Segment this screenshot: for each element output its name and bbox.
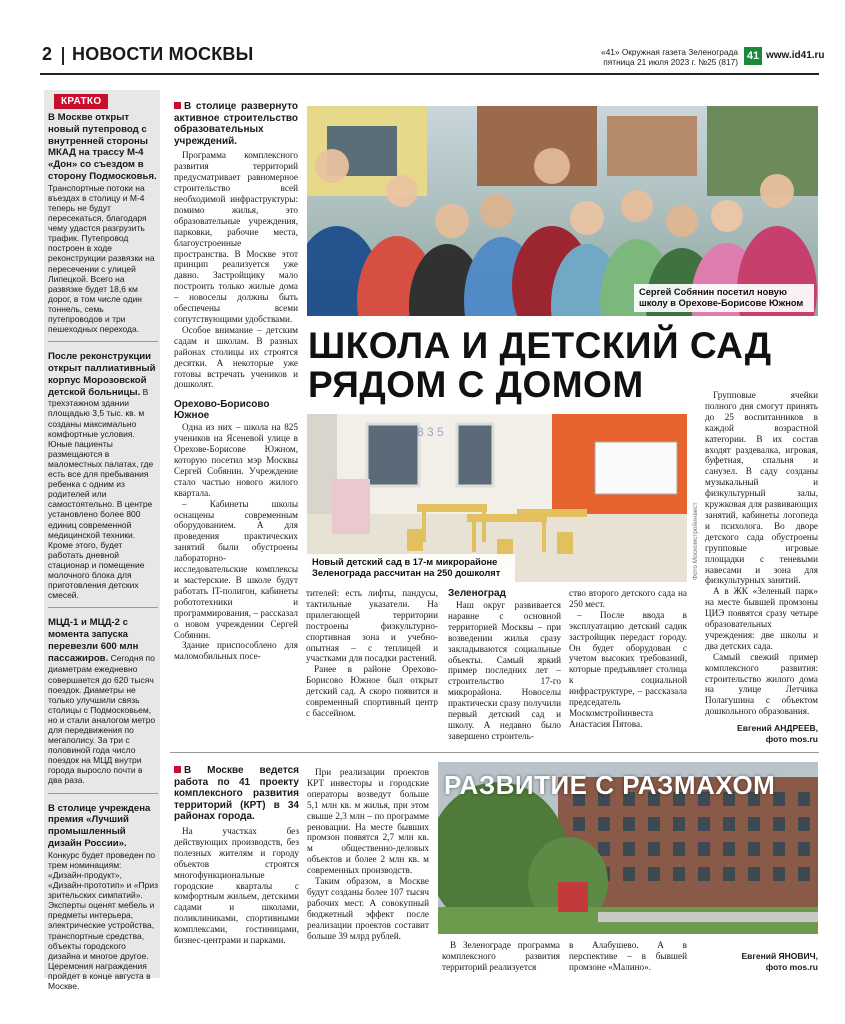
brief-text: Конкурс будет проведен по трем номинациям: «Дизайн-продукт», «Дизайн-прототип» и «Приз зрительских симпатий». Эксперты оценят мебель и предметы интерьера, электрические устройства, транспортные средства, объекты городского дизайна и многое другое. Церемония награждения пройдет в конце августа в Москве. xyxy=(48,849,158,991)
brief-text: Транспортные потоки на въездах в столицу и М-4 теперь не будут пересекаться, благодаря чему удастся разгрузить трафик. Путепровод построен в ходе реконструкции развязки на пересечении с улицей Липецкой. Всего на развязке будет 18,6 км дорог, в том числе один тоннель, семь путепроводов и три пешеходных перехода. xyxy=(48,182,155,335)
red-square-icon xyxy=(174,766,181,773)
page-number: 2 xyxy=(42,44,53,64)
header-rule xyxy=(40,73,819,75)
story2-lead: В Москве ведется работа по 41 проекту комплексного развития территорий (КРТ) в 34 районах города. xyxy=(174,765,299,823)
brief-headline: После реконструкции открыт паллиативный корпус Морозовской детской больницы. xyxy=(48,351,156,398)
brief-item xyxy=(48,351,158,608)
section-title: НОВОСТИ МОСКВЫ xyxy=(72,44,254,64)
story1-paragraph: Особое внимание – детским садам и школам. В разных районах столицы их строятся десятки. А некоторые уже готовы встречать учеников и дошколят. xyxy=(174,324,298,390)
issue-date: пятница 21 июля 2023 г. №25 (817) xyxy=(603,57,738,67)
author: Евгений ЯНОВИЧ, xyxy=(741,951,818,961)
story2-paragraph: При реализации проектов КРТ инвесторы и городские операторы возведут больше 5,1 млн кв. м жилья, при этом свыше 2,3 млн – по программе реновации. На месте бывших промзон появятся 2,7 млн кв. м общественно-деловых объектов и более 2 млн кв. м современных производств. xyxy=(307,767,429,876)
subheading-orekhovo: Орехово-Борисово Южное xyxy=(174,399,270,422)
sidebar-kratko xyxy=(44,90,160,991)
sidebar-items xyxy=(48,112,158,1007)
brief-headline: В Москве открыт новый путепровод с внутренней стороны МКАД на трассу М-4 «Дон» со съездом в сторону Подмосковья. xyxy=(48,112,157,182)
photo-kindergarten xyxy=(307,414,687,582)
headline-line-1: ШКОЛА И ДЕТСКИЙ САД xyxy=(308,325,772,366)
paper-name: «41» Окружная газета Зеленограда xyxy=(601,47,738,57)
brief-text: Сегодня по диаметрам ежедневно совершается до 620 тысяч поездок. Диаметры не только улучшили связь столицы с Подмосковьем, но и стали аналогом метро для передвижения по мегаполису. За три с половиной года число поездок на МЦД внутри города выросло почти в два раза. xyxy=(48,652,156,786)
caption-line: Новый детский сад в 17-м микрорайоне xyxy=(312,557,498,567)
story2-paragraph: В Зеленограде программа комплексного развития территорий реализуется xyxy=(442,940,560,972)
story1-column-4 xyxy=(569,588,687,730)
story2-paragraph: Таким образом, в Москве будут созданы более 107 тысяч рабочих мест. А совокупный бюджетный эффект после реализации проектов составит больше 39 млрд рублей. xyxy=(307,876,429,941)
caption-line: Сергей Собянин посетил новую xyxy=(639,287,787,297)
logo-text: 41 xyxy=(746,50,760,62)
story2-column-3 xyxy=(442,940,560,973)
story-divider xyxy=(170,752,819,753)
story1-paragraph: Самый свежий пример комплексного развития: строительство жилого дома на улице Летчика Полагушина с объектом дошкольного образования. xyxy=(705,651,818,717)
story1-paragraph: – После ввода в эксплуатацию детский садик застройщик передаст городу. Он будет оборудован с учетом высоких требований, которые предъявляет столица к социальной инфраструктуре, – рассказала председатель Москомстройинвеста Анастасия Пятова. xyxy=(569,609,687,729)
story1-column-1 xyxy=(174,101,298,662)
story1-paragraph: Программа комплексного развития территорий предусматривает равномерное строительство всей необходимой инфраструктуры: помимо жилья, это образовательные учреждения, парковки, рабочие места, благоустроенные пространства. В Москве этот принцип реализуется уже давно. Застройщику мало построить только жилые дома – новоселы должны быть обеспечены всеми сопутствующими удобствами. xyxy=(174,150,298,324)
author: Евгений АНДРЕЕВ, xyxy=(737,723,818,733)
story1-paragraph: тителей: есть лифты, пандусы, тактильные указатели. На прилегающей территории построены физкультурно-спортивная зона и учебно-опытная – с теплицей и участками для посадки растений. xyxy=(306,588,438,664)
caption-line: Зеленограда рассчитан на 250 дошколят xyxy=(312,568,501,578)
kratko-badge: КРАТКО xyxy=(54,94,108,109)
story1-lead: В столице развернуто активное строительство образовательных учреждений. xyxy=(174,101,298,147)
photo-school-caption xyxy=(634,284,814,312)
story1-byline xyxy=(700,723,818,745)
story1-paragraph: Групповые ячейки полного дня смогут принять до 25 воспитанников в каждой возрастной категории. В их состав входят раздевалка, игровая, буфетная, спальня и санузел. В саду созданы музыкальный и физкультурный залы, кружковая для развивающих занятий, кабинеты логопеда и психолога. Во дворе детского сада обустроены групповые игровые площадки с теневыми навесами и зона для физкультурных занятий. xyxy=(705,390,818,586)
photo-credit: фото mos.ru xyxy=(765,962,818,972)
paper-info xyxy=(550,47,738,67)
header-divider xyxy=(62,47,64,65)
story2-column-1 xyxy=(174,765,299,946)
brief-headline: МЦД-1 и МЦД-2 с момента запуска перевезли 600 млн пассажиров. xyxy=(48,617,139,664)
story1-column-3 xyxy=(448,588,561,742)
photo-credit: фото mos.ru xyxy=(765,734,818,744)
story1-column-2 xyxy=(306,588,438,719)
brief-text: В трехэтажном здании площадью 3,5 тыс. кв. м созданы максимально комфортные условия. Юные пациенты размещаются в маломестных палатах, где есть все для пребывания ребенка с одним из родителей или самостоятельно. В центре установлено более 800 единиц современной медицинской техники. Кроме этого, будет работать дневной стационар и помещение молочного блока для приготовления детских смесей. xyxy=(48,386,154,601)
photo-development xyxy=(438,762,818,934)
story1-column-5 xyxy=(705,390,818,717)
story2-headline: РАЗВИТИЕ С РАЗМАХОМ xyxy=(444,770,776,800)
brief-item xyxy=(48,803,158,999)
brief-headline: В столице учреждена премия «Лучший промышленный дизайн России». xyxy=(48,802,151,849)
story2-column-2 xyxy=(307,767,429,942)
story1-paragraph: А в ЖК «Зеленый парк» на месте бывшей промзоны ЦИЭ появятся сразу четыре образовательных учреждения: две школы и два детских сада. xyxy=(705,586,818,651)
brief-item xyxy=(48,112,158,342)
site-link[interactable]: www.id41.ru xyxy=(766,50,825,61)
photo-kindergarten-caption xyxy=(307,554,515,582)
story1-paragraph: Ранее в районе Орехово-Борисово Южное был открыт детский сад. А скоро появится и современный спортивный центр с бассейном. xyxy=(306,664,438,718)
story1-paragraph: Одна из них – школа на 825 учеников на Ясеневой улице в Орехове-Борисове Южном, которую посетил мэр Москвы Сергей Собянин. Учреждение стало частью нового жилого квартала. xyxy=(174,422,298,498)
story2-column-4 xyxy=(569,940,687,973)
story1-paragraph: ство второго детского сада на 250 мест. xyxy=(569,588,687,609)
board-numbers: 8 3 5 xyxy=(417,425,444,439)
caption-line: школу в Орехове-Борисове Южном xyxy=(639,298,804,308)
photo-school-visit xyxy=(307,106,818,316)
subheading-zelenograd: Зеленоград xyxy=(448,588,506,599)
story1-paragraph: – Кабинеты школы оснащены современным оборудованием. А для проведения практических занятий были обустроены лабораторно-исследовательские комплексы и мастерские. В школе будут работать IT-полигон, кабинеты робототехники и программирования, – рассказал о новом учреждении Сергей Собянин. xyxy=(174,498,298,640)
story2-paragraph: в Алабушево. А в перспективе – в бывшей промзоне «Малино». xyxy=(569,940,687,972)
brief-item xyxy=(48,617,158,793)
red-square-icon xyxy=(174,102,181,109)
logo xyxy=(744,47,762,65)
story1-headline xyxy=(308,326,772,404)
photo-kindergarten-credit: Фото Москомстройинвест xyxy=(692,502,699,580)
story1-paragraph: Здание приспособлено для маломобильных посе- xyxy=(174,640,298,662)
story2-paragraph: На участках без действующих производств, без полезных жителям и городу объектов строятся многофункциональные городские кварталы с комфортным жильем, детскими садами и школами, поликлиниками, спортивными комплексами, гостиницами, бизнес-центрами и парками. xyxy=(174,825,299,946)
story2-byline xyxy=(700,951,818,973)
story1-paragraph: Наш округ развивается наравне с основной территорией Москвы – при возведении жилья сразу закладываются социальные объекты. Самый яркий пример последних лет – строительство 17-го микрорайона. Новоселы практически сразу получили первый детский сад и школу. А недавно было завершено строитель- xyxy=(448,600,561,741)
headline-line-2: РЯДОМ С ДОМОМ xyxy=(308,364,644,405)
